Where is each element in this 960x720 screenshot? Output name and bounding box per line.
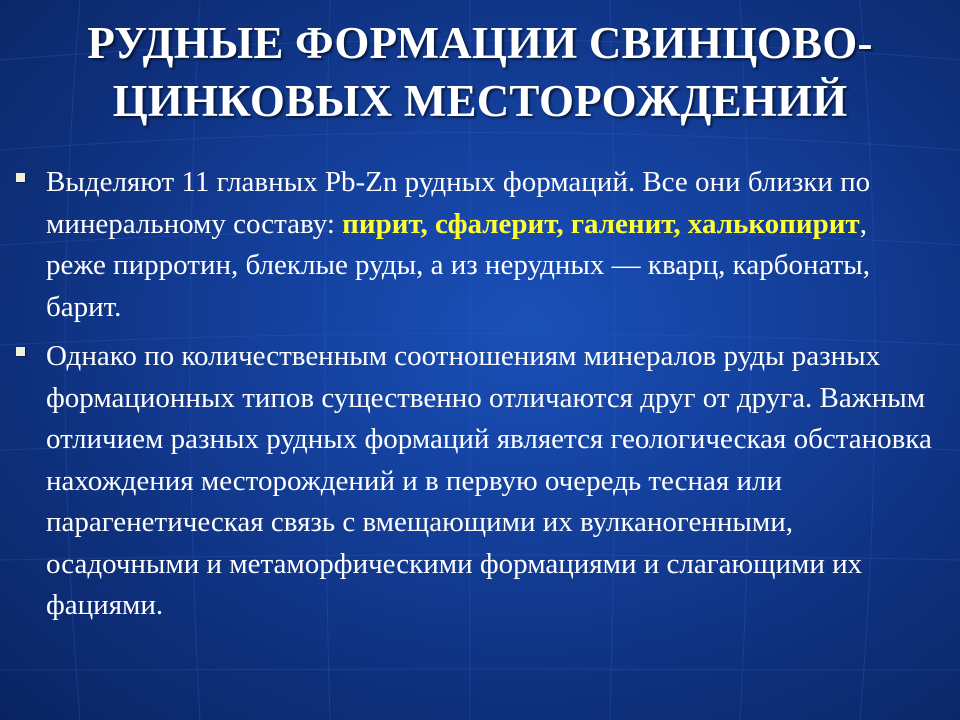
- slide-title-line-1: РУДНЫЕ ФОРМАЦИИ СВИНЦОВО-: [87, 18, 873, 68]
- bullet-2-text: Однако по количественным соотношениям минералов руды разных формационных типов существенно отличаются друг от друга. Важным отличием разных рудных формаций является геологическая обстановка нахождения месторождений и в первую очередь тесная или парагенетическая связь с вмещающими их вулканогенными, осадочными и метаморфическими формациями и слагающими их фациями.: [46, 340, 932, 621]
- square-bullet-icon: [16, 173, 25, 182]
- bullet-1-text-end: , реже пирротин, блеклые руды, а из нерудных — кварц, карбонаты, барит.: [46, 207, 870, 323]
- slide-body: [14, 162, 934, 635]
- bullet-item-1: [14, 162, 934, 328]
- slide-title-line-2: ЦИНКОВЫХ МЕСТОРОЖДЕНИЙ: [112, 76, 848, 126]
- bullet-item-2: [14, 336, 934, 627]
- slide-title: [0, 14, 960, 130]
- bullet-1-text-start: Выделяют 11 главных Pb-Zn рудных формаций. Все они близки по минеральному составу:: [46, 166, 871, 240]
- square-bullet-icon: [16, 347, 25, 356]
- bullet-1-highlighted-minerals: пирит, сфалерит, галенит, халькопирит: [342, 207, 860, 240]
